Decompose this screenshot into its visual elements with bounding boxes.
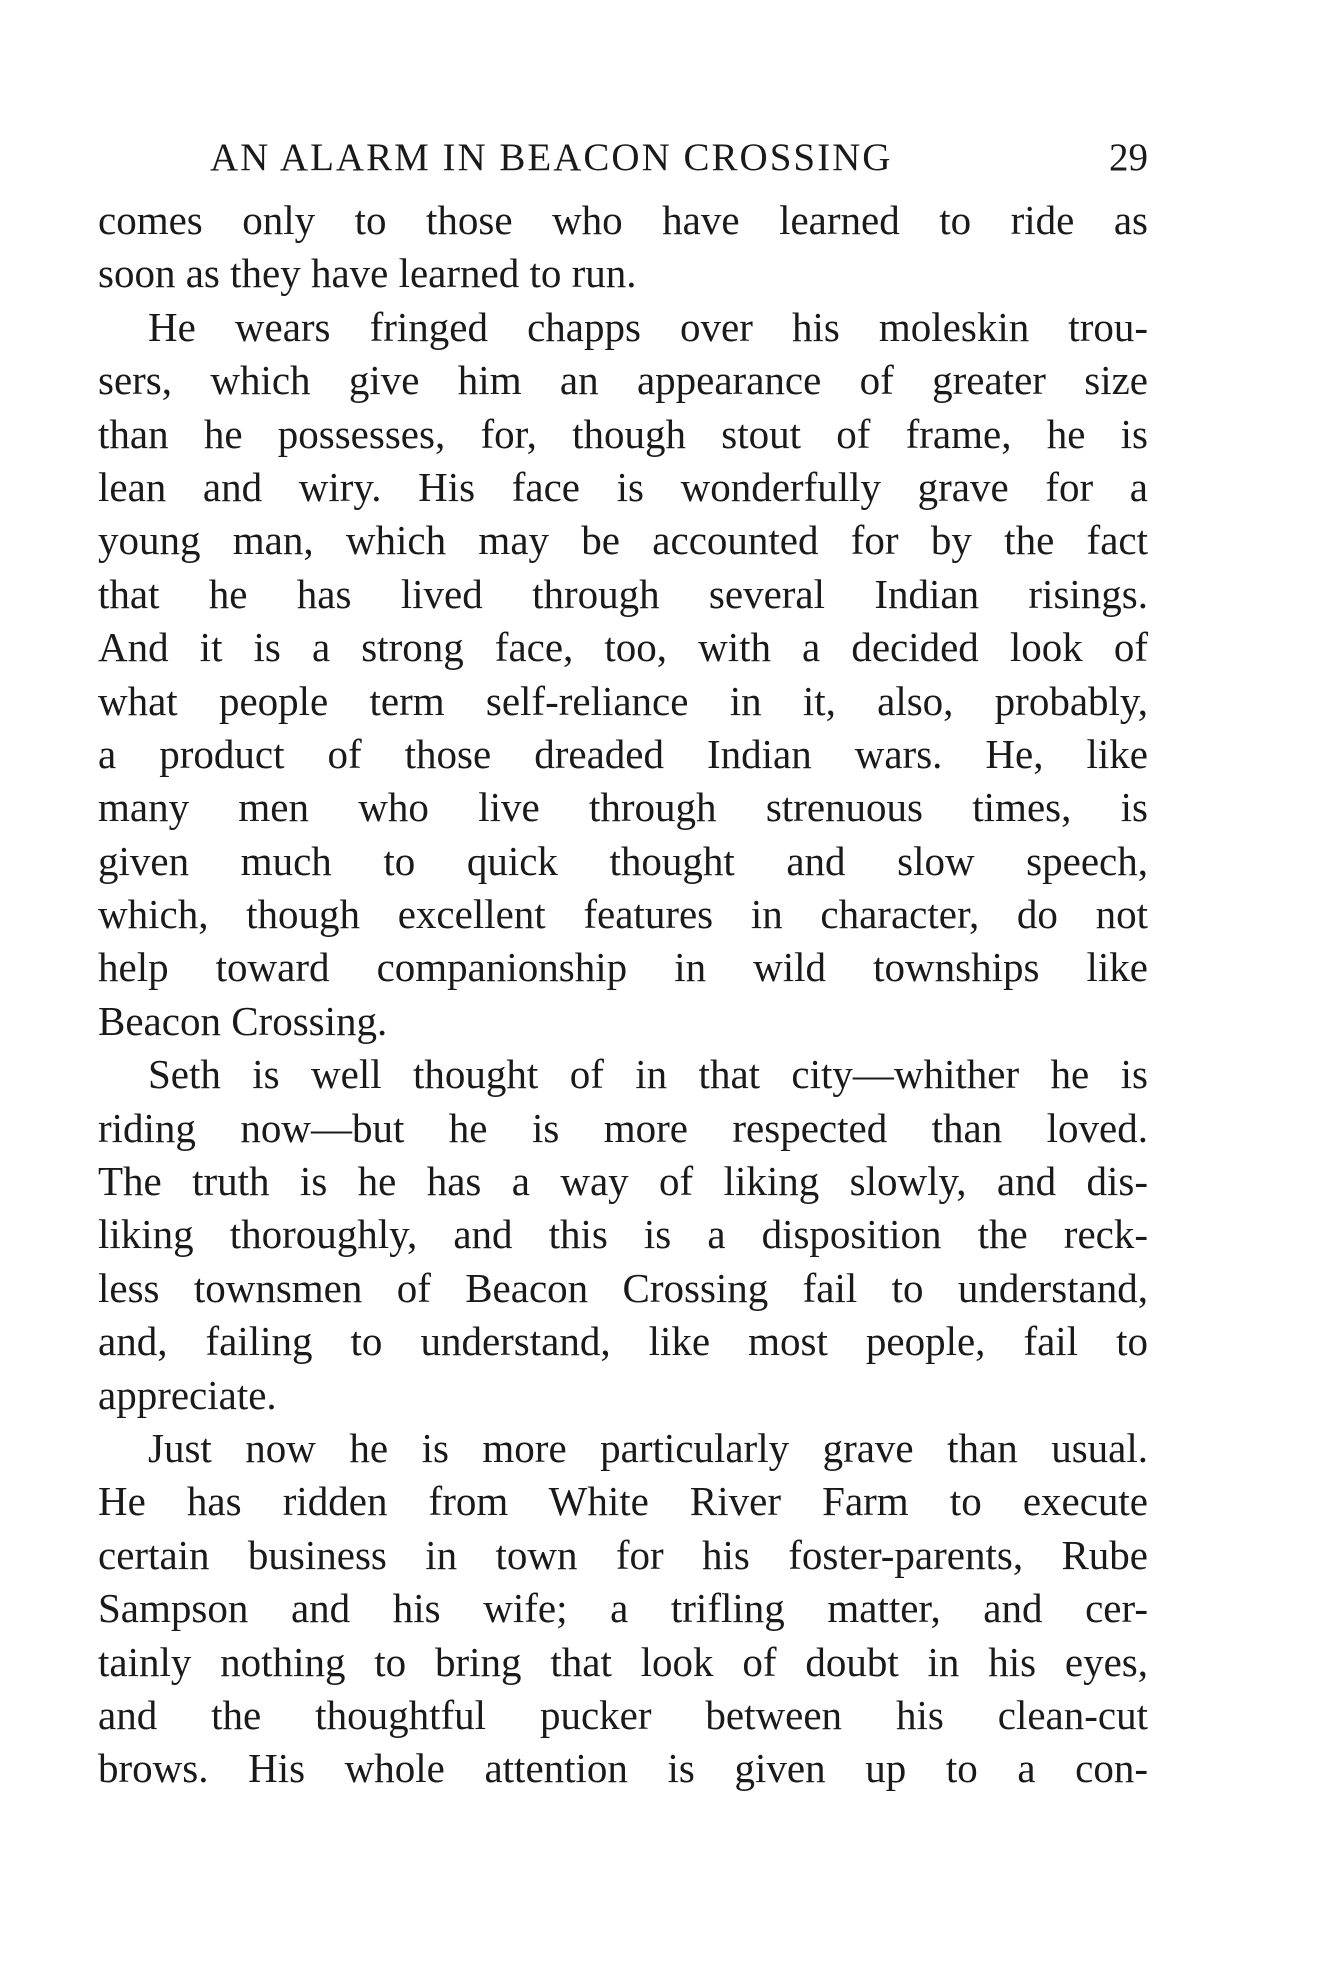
text-line: that he has lived through several Indian risings. (98, 570, 1148, 617)
text-line: Just now he is more particularly grave than usual. (148, 1424, 1148, 1471)
text-line: liking thoroughly, and this is a disposition the reck- (98, 1211, 1148, 1258)
text-line: brows. His whole attention is given up to a con- (98, 1745, 1148, 1792)
body-text (98, 194, 1148, 1796)
paragraph (98, 194, 1148, 301)
text-line: tainly nothing to bring that look of doubt in his eyes, (98, 1638, 1148, 1685)
text-line: many men who live through strenuous times, is (98, 784, 1148, 831)
text-line: soon as they have learned to run. (98, 250, 637, 297)
text-line: riding now—but he is more respected than loved. (98, 1104, 1148, 1151)
text-line: which, though excellent features in character, do not (98, 891, 1148, 938)
text-line: and the thoughtful pucker between his clean-cut (98, 1691, 1148, 1738)
text-line: Beacon Crossing. (98, 997, 388, 1044)
running-title: AN ALARM IN BEACON CROSSING (210, 136, 893, 179)
text-line: He wears fringed chapps over his moleskin trou- (148, 303, 1148, 350)
book-page (98, 128, 1148, 1796)
text-line: given much to quick thought and slow speech, (98, 837, 1148, 884)
text-line: help toward companionship in wild townships like (98, 944, 1148, 991)
text-line: lean and wiry. His face is wonderfully grave for a (98, 463, 1148, 510)
text-line: young man, which may be accounted for by the fact (98, 517, 1148, 564)
text-line: a product of those dreaded Indian wars. He, like (98, 730, 1148, 777)
text-line: He has ridden from White River Farm to execute (98, 1478, 1148, 1525)
paragraph (98, 301, 1148, 1048)
paragraph (98, 1422, 1148, 1796)
text-line: less townsmen of Beacon Crossing fail to understand, (98, 1264, 1148, 1311)
text-line: certain business in town for his foster-parents, Rube (98, 1531, 1148, 1578)
text-line: Seth is well thought of in that city—whither he is (148, 1051, 1148, 1098)
text-line: sers, which give him an appearance of greater size (98, 357, 1148, 404)
text-line: appreciate. (98, 1371, 277, 1418)
paragraph (98, 1048, 1148, 1422)
text-line: Sampson and his wife; a trifling matter, and cer- (98, 1585, 1148, 1632)
running-header (98, 128, 1148, 188)
text-line: than he possesses, for, though stout of frame, he is (98, 410, 1148, 457)
text-line: comes only to those who have learned to ride as (98, 197, 1148, 243)
text-line: and, failing to understand, like most people, fail to (98, 1318, 1148, 1365)
text-line: what people term self-reliance in it, also, probably, (98, 677, 1148, 724)
page-number: 29 (1109, 136, 1148, 179)
text-line: And it is a strong face, too, with a decided look of (98, 624, 1148, 671)
text-line: The truth is he has a way of liking slowly, and dis- (98, 1158, 1148, 1205)
